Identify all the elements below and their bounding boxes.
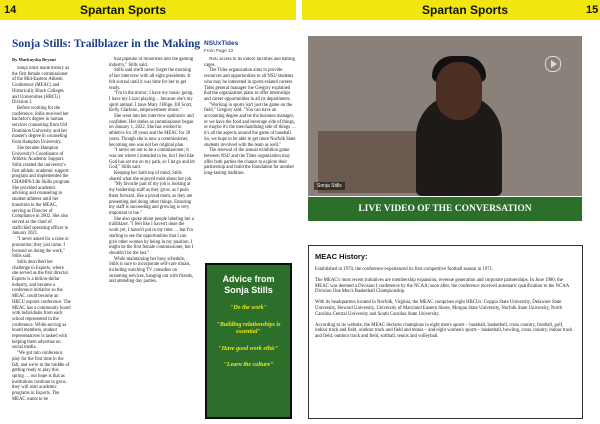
nsuxtides-heading: NSUxTides [204, 40, 239, 47]
paragraph: "I never set out to be a commissioner; it was not where I intended to be, but I feel like God has set me on my path, so I let go and let God," Stills said. [109, 148, 195, 171]
paragraph: She became Hampton University's Coordinator of Athletic Academic Support. Stills created the university's first athletic academic support program and implemented the CHAMPS/Life Skills program. She provided academic advising and counseling to student-athletes until her transition to the MEAC, serving as Director of Compliance in 2002. She also served as the chief of staff/chief operating officer in January 2021. [12, 145, 71, 237]
paragraph: Stills said she'll never forget the morning of her interview with all eight presidents. It felt surreal until it was time for her to get ready. [109, 68, 192, 91]
advice-title-line-2: Sonja Stills [224, 285, 273, 295]
advice-box [205, 263, 292, 419]
paragraph: "Working in sports isn't just the game on the field," Gregory said. "You can have an accounting degree and be the business manager, or we have the food and beverage side of things, or maybe it's the merchandising side of things … it's all the aspects around the game of baseball. So, we hope to be able to get more Norfolk State students involved with the team as well." [204, 102, 296, 148]
live-video-banner [308, 197, 582, 221]
article-headline: Sonja Stills: Trailblazer in the Making [12, 38, 201, 50]
right-page-header [302, 0, 600, 20]
advice-item: "Do the work" [230, 305, 267, 311]
advice-item: "Learn the culture" [223, 362, 274, 368]
advice-item: "Have good work ethic" [218, 345, 279, 352]
left-section-title: Spartan Sports [80, 3, 167, 17]
article-column-3 [204, 57, 296, 257]
paragraph: Keeping her faith top of mind, Stills shared what she enjoyed most about her job. [109, 171, 193, 182]
right-page-number: 15 [586, 4, 599, 16]
paragraph: The Tides organization aims to provide resources and opportunities to all NSU students who may be interested in sports-related careers. Tides general manager Joe Gregory explained that the organization plans to offer internships and career opportunities in all its departments. [204, 68, 294, 102]
video-nameplate: Sonja Stills [314, 182, 345, 190]
paragraph: NSU access to its indoor facilities and batting cages. [204, 57, 295, 68]
paragraph: that pipeline of minorities into the gaming industry," Stills said. [109, 57, 194, 68]
paragraph: "I'm in the mirror; I have my music going. I have my Lizzo playing… because she's my spirit animal. I have Mary J Blige, Jill Scott, Kelly Clarkson, empowerment music." [109, 91, 194, 114]
paragraph: She also spoke about people labeling her a trailblazer. "I feel like I haven't done the work yet, I haven't put in my time … but I'm starting to see the opportunities that I can give other women by being in my position. I might be the first female commissioner, but I shouldn't be the last." [109, 216, 194, 256]
meac-paragraph: Established in 1970, the conference experienced its first competitive football season in 1971. [315, 267, 494, 272]
meac-paragraph: The MEAC's most recent initiatives are membership expansion, revenue generation and corporate partnerships. In June 1980, the MEAC was deemed a Division I conference by the NCAA; soon after, the conference received automatic qualification to the NCAA Division One Men's Basketball Championship. [315, 277, 569, 295]
advice-title-line-1: Advice from [222, 274, 275, 284]
meac-paragraph: With its headquarters located in Norfolk, Virginia, the MEAC comprises eight HBCUs: Coppin State University, Delaware State University, Howard University, University of Maryland Eastern Shore, Morgan State University, Norfolk State University, North Carolina Central University and South Carolina State University. [315, 300, 563, 317]
advice-item: "Building relationships is essential" [216, 321, 281, 335]
video-player[interactable] [308, 36, 582, 196]
article-column-2 [109, 57, 195, 418]
play-icon[interactable] [545, 56, 561, 72]
right-section-title: Spartan Sports [422, 3, 509, 17]
left-page-header [0, 0, 296, 20]
article-column-1 [12, 66, 71, 418]
paragraph: She went into her interview optimistic and confident. Her duties as commissioner began on January 1, 2022. She has worked in athletics for 28 years and the MEAC for 20 years. Though she is now a commissioner, becoming one was not her original plan. [109, 114, 194, 148]
meac-paragraph: According to its website, the MEAC declares champions in eight men's sports – baseball, basketball, cross country, football, golf, indoor track and field, outdoor track and field and tennis – and eight women's sports – basketball, bowling, cross country, indoor track and field, outdoor track and field, softball, tennis and volleyball. [315, 322, 573, 340]
paragraph: "We got into conference play for the first time in the fall, and we're in the middle of getting ready to play this spring … our hope is that as institutions continue to grow, they will start academic programs in Esports. The MEAC wants to be [12, 351, 70, 402]
paragraph: Stills described her challenge in Esports, where she served as the first director. Esports is a billion-dollar industry, and became a conference initiative so the MEAC could become an HBCU esports conference. The MEAC has a community board with individuals from each school represented in the conference. While serving as board members, student representatives is tasked with helping them advertise on social media. [12, 259, 71, 351]
paragraph: While maintaining her busy schedule, Stills is sure to incorporate self-care rituals, including watching TV comedies on streaming services, hanging out with friends, and attending day parties. [109, 256, 194, 285]
paragraph: Before working for the conference, Stills received her bachelor's degree in human services counseling from Old Dominion University and her master's degree in counseling from Hampton University. [12, 105, 69, 146]
live-video-banner-text: LIVE VIDEO OF THE CONVERSATION [358, 204, 532, 214]
paragraph: "I never asked for a raise or promotion; they just came. I focused on doing the work," Stills said. [12, 237, 69, 260]
paragraph: Sonja Stills made history as the first female commissioner of the Mid-Eastern Athletic Conference (MEAC) and Historically Black Colleges and Universities (HBCU) Division I. [12, 66, 70, 106]
paragraph: "My favorite part of my job is looking at my leadership staff as they grow, as I push them forward, like a proud mom, as they are presenting and doing other things. Ensuring my staff is succeeding and growing is very important to me." [109, 182, 193, 216]
article-byline: By Markaysha Bryant [12, 57, 56, 62]
speaker-face [436, 62, 482, 120]
left-page-number: 14 [4, 4, 17, 16]
meac-history-title: MEAC History: [315, 252, 368, 261]
paragraph: The renewal of the annual exhibition game between NSU and the Tides organization may offer both parties the chance to explore their partnership and build the foundation for another long-lasting tradition. [204, 148, 295, 177]
continued-from-label: From Page 13 [204, 48, 234, 53]
meac-history-box [308, 245, 583, 419]
